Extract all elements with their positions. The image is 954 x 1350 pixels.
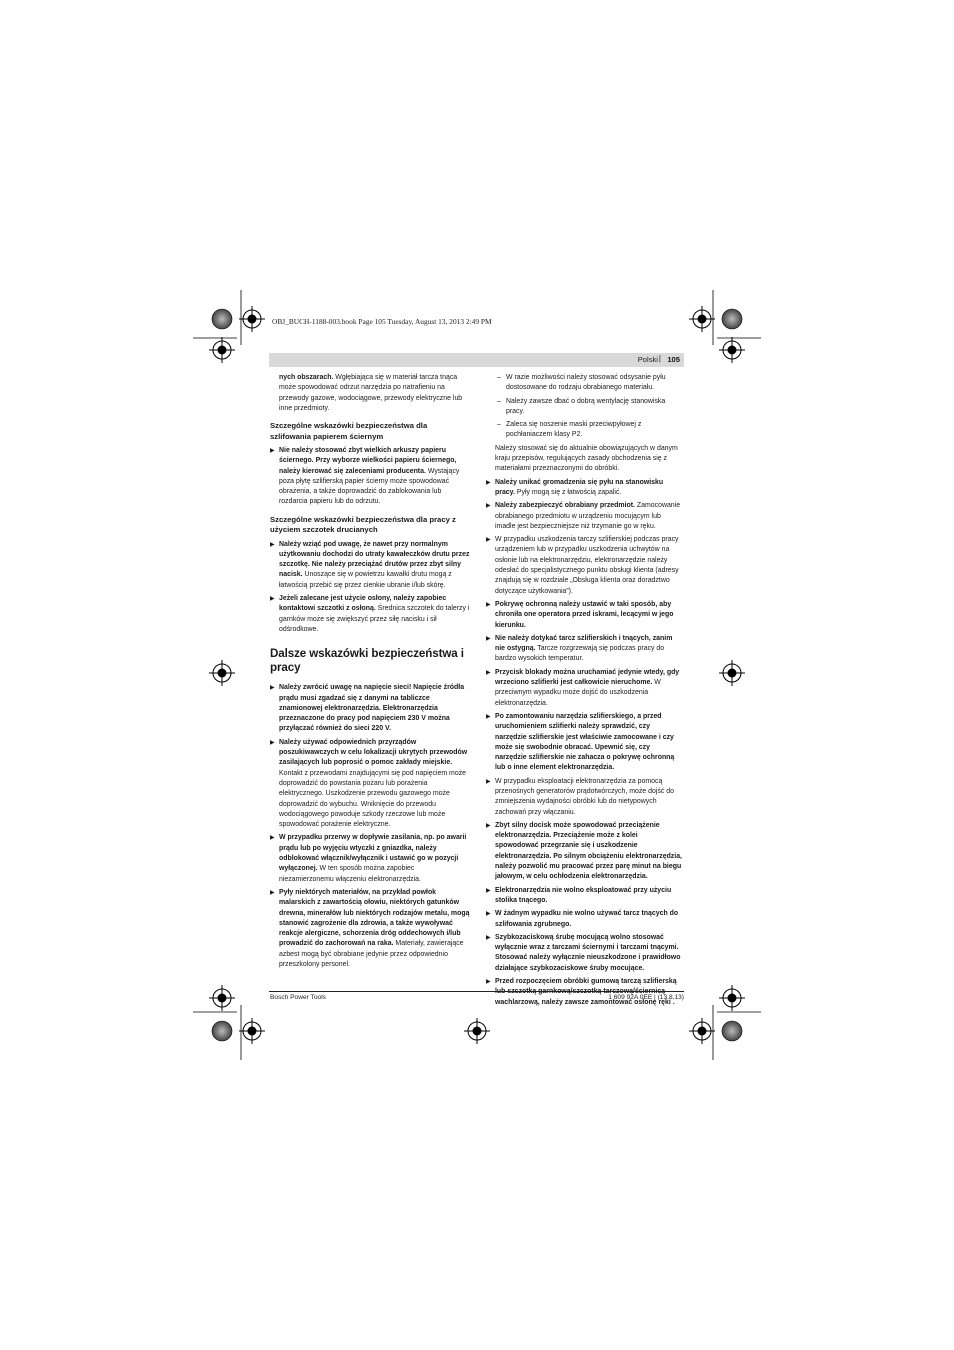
bullet-item: [486, 909, 683, 930]
bold-text: Zbyt silny docisk może spowodować przeciążenie elektronarzędzia. Przeciążenie może z kolei spowodować przegrzanie się i uszkodzenie elektronarzędzia. Po silnym obciążeniu elektronarzędzia, należy pozwolić mu pracować przez parę minut na biegu jałowym, w celu ochłodzenia elektronarzędzia.: [495, 821, 682, 881]
bullet-item: [486, 821, 683, 883]
bold-text: Przycisk blokady można uruchamiać jedynie wtedy, gdy wrzeciono szlifierki jest całkowicie nieruchome.: [495, 668, 680, 687]
arrow-bullet-icon: ▶: [486, 934, 491, 941]
header-language: Polski: [637, 355, 658, 364]
bullet-item: [486, 478, 683, 499]
arrow-bullet-icon: ▶: [486, 601, 491, 608]
bullet-item: [270, 888, 470, 970]
arrow-bullet-icon: ▶: [486, 479, 491, 486]
bullet-item: [270, 683, 470, 734]
dash-glyph: –: [497, 397, 501, 405]
page-number: 105: [667, 355, 680, 364]
arrow-bullet-icon: ▶: [486, 778, 491, 785]
body-text: Zaleca się noszenie maski przeciwpyłowej z pochłaniaczem klasy P2.: [506, 421, 642, 439]
dash-item: [486, 397, 683, 418]
section-heading: Szczególne wskazówki bezpieczeństwa dla pracy z użyciem szczotek drucianych: [270, 514, 456, 535]
paragraph: [270, 373, 470, 414]
body-text: Zamocowanie obrabianego przedmiotu w urządzeniu mocującym lub imadle jest bezpieczniejsze niż trzymanie go w ręku.: [495, 502, 681, 530]
bold-text: Po zamontowaniu narzędzia szlifierskiego, a przed uruchomieniem szlifierki należy sprawdzić, czy narzędzie szlifierskie jest właściwie zamocowane i czy może się swobodnie obracać. Upewnić się, czy narzędzie szlifierskie nie zahacza o pokrywę ochronną lub o inne element elektronarzędzia.: [495, 712, 675, 772]
left-column: [270, 373, 470, 973]
body-text: Materiały, zawierające azbest mogą być obrabiane jedynie przez odpowiednio przeszkolony personel.: [279, 940, 464, 968]
arrow-bullet-icon: ▶: [270, 685, 275, 692]
bold-text: Należy wziąć pod uwagę, że nawet przy normalnym użytkowaniu dochodzi do utraty kawałeczków drutu przez szczotkę. Nie należy przeciążać drutów przez zbyt silny nacisk.: [279, 540, 470, 579]
bold-text: Szybkozaciskową śrubę mocującą wolno stosować wyłącznie wraz z tarczami ściernymi i tarczami tnącymi. Stosować należy wyłącznie nieuszkodzone i prawidłowo działające szybkozaciskowe śruby mocujące.: [495, 933, 681, 972]
right-column: [486, 373, 683, 1011]
arrow-bullet-icon: ▶: [486, 713, 491, 720]
body-text: Należy zawsze dbać o dobrą wentylację stanowiska pracy.: [506, 397, 666, 415]
bold-text: Nie należy dotykać tarcz szlifierskich i tnących, zanim nie ostygną.: [495, 634, 673, 653]
bold-text: Jeżeli zalecane jest użycie osłony, należy zapobiec kontaktowi szczotki z osłoną.: [279, 595, 447, 613]
bullet-item: [486, 600, 683, 631]
dash-item: [486, 373, 683, 394]
footer-rule: [269, 991, 684, 992]
bold-text: W żadnym wypadku nie wolno używać tarcz tnących do szlifowania zgrubnego.: [495, 910, 679, 928]
bullet-item: [486, 501, 683, 532]
bullet-item: [486, 933, 683, 974]
arrow-bullet-icon: ▶: [486, 503, 491, 510]
bullet-item: [270, 738, 470, 831]
footer-doc-id: 1 609 92A 0EE | (13.8.13): [608, 994, 684, 1001]
dash-item: [486, 420, 683, 441]
bold-text: Należy zabezpieczyć obrabiany przedmiot.: [495, 502, 635, 510]
bold-text: Przed rozpoczęciem obróbki gumową tarczą szlifierską wachlarzową, należy zawsze zamontować osłonę ręki .: [495, 978, 677, 1006]
body-text: Średnica szczotek do talerzy i garnków może się zwiększyć przez siłę nacisku i sił odśrodkowe.: [279, 605, 470, 633]
bold-text: nych obszarach.: [279, 374, 334, 381]
bold-text: Nie należy stosować zbyt wielkich arkuszy papieru ściernego. Przy wyborze wielkości papieru ściernego, należy kierować się zaleceniami producenta.: [279, 447, 457, 475]
bullet-item: [486, 977, 683, 1008]
body-text: W przeciwnym wypadku może dojść do uszkodzenia elektronarzędzia.: [495, 679, 661, 707]
section-heading: Szczególne wskazówki bezpieczeństwa dla szlifowania papierem ściernym: [270, 421, 428, 441]
footer-brand: Bosch Power Tools: [270, 994, 326, 1001]
arrow-bullet-icon: ▶: [270, 739, 275, 746]
bold-text: Należy używać odpowiednich przyrządów poszukiwawczych w celu lokalizacji ukrytych przewodów zasilających lub poprosić o pomoc zakłady miejskie.: [279, 738, 468, 767]
bullet-item: [270, 540, 470, 591]
arrow-bullet-icon: ▶: [270, 835, 275, 842]
paragraph: Należy stosować się do aktualnie obowiązujących w danym kraju przepisów, regulujących zasady obchodzenia się z materiałami przeznaczonymi do obróbki.: [495, 444, 678, 473]
bullet-item: [486, 634, 683, 665]
header-separator: |: [658, 354, 661, 363]
body-text: W razie możliwości należy stosować odsysanie pyłu dostosowane do rodzaju obrabianego materiału.: [506, 374, 666, 392]
body-text: Wgłębiająca się w materiał tarcza tnąca może spowodować odrzut narzędzia po natrafieniu na przewody gazowe, wodociągowe, przewody elektryczne lub inne przedmioty.: [279, 374, 463, 412]
bullet-item: [270, 594, 470, 635]
bullet-item: [486, 668, 683, 709]
bullet-item: [270, 446, 470, 508]
arrow-bullet-icon: ▶: [270, 541, 275, 548]
body-text: W ten sposób można zapobiec niezamierzonemu włączeniu elektronarzędzia.: [279, 865, 421, 883]
bold-text: Pokrywę ochronną należy ustawić w taki sposób, aby chroniła one operatora przed iskrami, lecącymi w jego kierunku.: [495, 600, 674, 629]
bold-text: Należy zwrócić uwagę na napięcie sieci! Napięcie źródła prądu musi zgadzać się z danymi na tabliczce znamionowej elektronarzędzia. Elektronarzędzia przeznaczone do pracy pod napięciem 230 V można przyłączać również do sieci 220 V.: [279, 684, 465, 733]
body-text: Kontakt z przewodami znajdującymi się pod napięciem może doprowadzić do powstania pożaru lub porażenia elektrycznego. Uszkodzenie przewodu gazowego może doprowadzić do wybuchu. Wniknięcie do przewodu wodociągowego powoduje szkody rzeczowe lub może spowodować porażenie elektryczne.: [279, 769, 467, 829]
dash-glyph: –: [497, 374, 501, 381]
arrow-bullet-icon: ▶: [486, 911, 491, 918]
arrow-bullet-icon: ▶: [486, 635, 491, 642]
arrow-bullet-icon: ▶: [486, 669, 491, 676]
bullet-item: [486, 777, 683, 818]
arrow-bullet-icon: ▶: [486, 537, 491, 544]
body-text: Pyły mogą się z łatwością zapalić.: [514, 488, 622, 496]
body-text: W przypadku eksploatacji elektronarzędzia za pomocą przenośnych generatorów prądotwórczych, może dojść do zmniejszenia wydajności obróbki lub do nietypowych zachowań przy włączaniu.: [495, 777, 674, 816]
bold-text: Pyły niektórych materiałów, na przykład powłok malarskich z zawartością ołowiu, niektórych gatunków drewna, minerałów lub niektórych rodzajów metalu, mogą stanowić zagrożenie dla zdrowia, a także wywoływać reakcje alergiczne, schorzenia dróg oddechowych i/lub prowadzić do zachorowań na raka.: [279, 888, 470, 948]
bullet-item: [486, 535, 683, 597]
dash-glyph: –: [497, 421, 501, 429]
bold-text: Elektronarzędzia nie wolno eksploatować przy użyciu stolika tnącego.: [495, 886, 672, 904]
arrow-bullet-icon: ▶: [486, 979, 491, 986]
bullet-item: [270, 833, 470, 884]
body-text: W przypadku uszkodzenia tarczy szlifierskiej podczas pracy urządzeniem lub w przypadku uszkodzenia uchwytów na osłonie lub na elektronarzędziu, elektronarzędzie należy odesłać do specjalistycznego punktu obsługi klienta (adresy znajdują się w rozdziale „Obsługa klienta oraz doradztwo dotyczące użytkowania”).: [495, 536, 679, 595]
page-header: [269, 353, 684, 367]
body-text: Tarcze rozgrzewają się podczas pracy do bardzo wysokich temperatur.: [495, 645, 665, 663]
print-metadata: OBJ_BUCH-1188-003.book Page 105 Tuesday, August 13, 2013 2:49 PM: [272, 317, 492, 326]
body-text: Unoszące się w powietrzu kawałki drutu mogą z łatwością przebić się przez cienkie ubranie i/lub skórę.: [279, 571, 452, 589]
arrow-bullet-icon: ▶: [486, 822, 491, 829]
bullet-item: [486, 712, 683, 774]
bold-text: W przypadku przerwy w dopływie zasilania, np. po awarii prądu lub po wyjęciu wtyczki z gniazdka, należy odblokować włącznik/wyłącznik i ustawić go w pozycji wyłączonej.: [279, 834, 467, 873]
arrow-bullet-icon: ▶: [270, 889, 275, 896]
arrow-bullet-icon: ▶: [270, 448, 275, 454]
arrow-bullet-icon: ▶: [270, 596, 275, 603]
bold-text: Należy unikać gromadzenia się pyłu na stanowisku pracy.: [495, 478, 664, 496]
bullet-item: [486, 886, 683, 907]
body-text: Wystający poza płytę szlifierską papier ścierny może spowodować obrażenia, a także doprowadzić do zablokowania lub rozdarcia papieru lub do odrzutu.: [279, 467, 460, 506]
chapter-heading: Dalsze wskazówki bezpieczeństwa i pracy: [270, 647, 464, 675]
arrow-bullet-icon: ▶: [486, 887, 491, 894]
